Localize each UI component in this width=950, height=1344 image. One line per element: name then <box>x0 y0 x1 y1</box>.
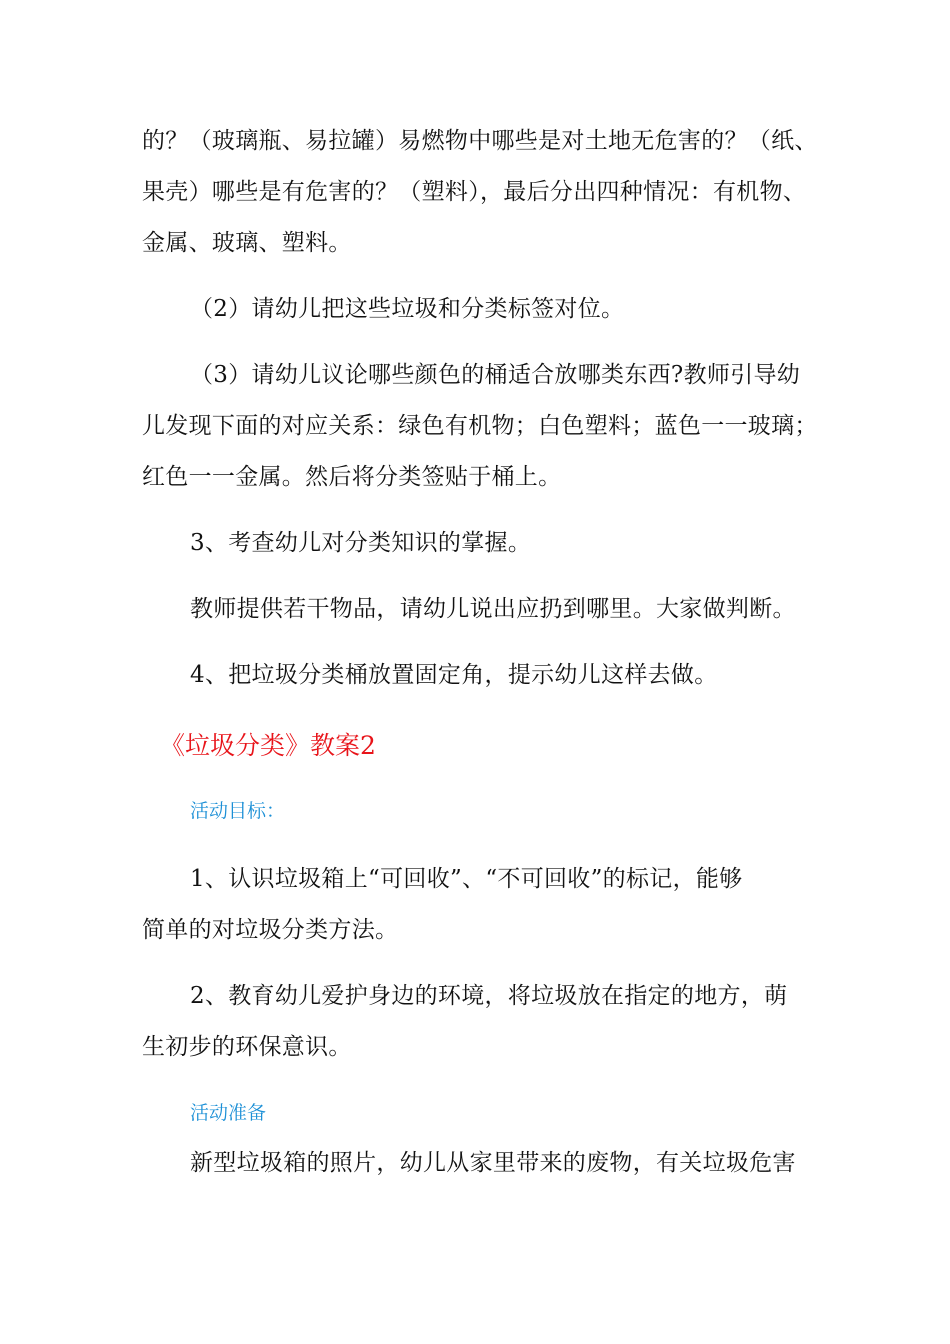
paragraph-line: 儿发现下面的对应关系：绿色有机物；白色塑料；蓝色一一玻璃； <box>142 413 818 439</box>
paragraph-line: （3）请幼儿议论哪些颜色的桶适合放哪类东西?教师引导幼 <box>190 362 801 388</box>
goal-line: 1、认识垃圾箱上“可回收”、“不可回收”的标记，能够 <box>190 866 743 892</box>
paragraph-step-2: （2）请幼儿把这些垃圾和分类标签对位。 <box>190 296 625 322</box>
section-title: 《垃圾分类》教案2 <box>160 731 376 760</box>
prep-text: 新型垃圾箱的照片，幼儿从家里带来的废物，有关垃圾危害 <box>190 1150 796 1176</box>
paragraph-item-3: 3、考查幼儿对分类知识的掌握。 <box>190 530 532 556</box>
paragraph-line: 红色一一金属。然后将分类签贴于桶上。 <box>142 464 562 490</box>
paragraph-line: 金属、玻璃、塑料。 <box>142 230 352 256</box>
paragraph-item-4: 4、把垃圾分类桶放置固定角，提示幼儿这样去做。 <box>190 662 718 688</box>
paragraph-line: 果壳）哪些是有危害的？（塑料），最后分出四种情况：有机物、 <box>142 179 807 205</box>
paragraph-line: 的？（玻璃瓶、易拉罐）易燃物中哪些是对土地无危害的？（纸、 <box>142 128 818 154</box>
goals-heading: 活动目标： <box>190 800 286 822</box>
paragraph-teacher: 教师提供若干物品，请幼儿说出应扔到哪里。大家做判断。 <box>190 596 796 622</box>
goal-line: 2、教育幼儿爱护身边的环境，将垃圾放在指定的地方，萌 <box>190 983 788 1009</box>
goal-line: 生初步的环保意识。 <box>142 1034 352 1060</box>
goal-line: 简单的对垃圾分类方法。 <box>142 917 399 943</box>
prep-heading: 活动准备 <box>190 1102 267 1124</box>
